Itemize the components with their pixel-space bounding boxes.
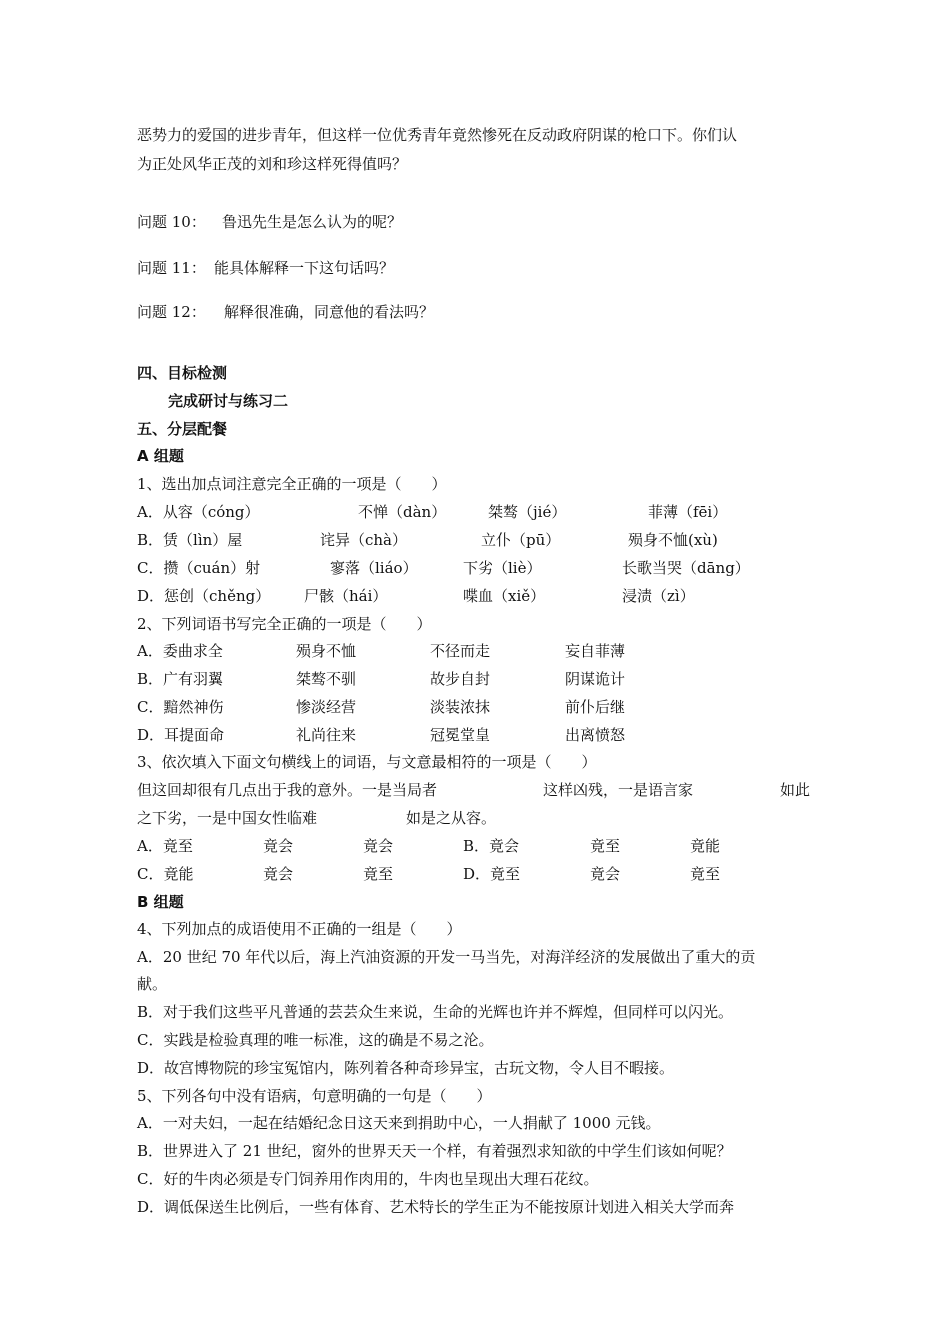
q3-cell: 竟会 bbox=[263, 865, 294, 883]
q2-cell: A．委曲求全 bbox=[137, 642, 223, 660]
q3-stem: 3、依次填入下面文句横线上的词语，与文意最相符的一项是（ ） bbox=[137, 753, 597, 771]
q1-cell: 桀骜（jié） bbox=[488, 503, 567, 521]
q3-passage-part: 如是之从容。 bbox=[406, 809, 497, 827]
q3-cell: 竟至 bbox=[590, 837, 621, 855]
q1-cell: C．攒（cuán）射 bbox=[137, 559, 261, 577]
q5-option-d: D．调低保送生比例后，一些有体育、艺术特长的学生正为不能按原计划进入相关大学而奔 bbox=[137, 1198, 735, 1216]
q3-cell: 竟至 bbox=[363, 865, 394, 883]
q3-cell: C．竟能 bbox=[137, 865, 194, 883]
q2-cell: 桀骜不驯 bbox=[296, 670, 357, 688]
q3-cell: 竟至 bbox=[690, 865, 721, 883]
q2-stem: 2、下列词语书写完全正确的一项是（ ） bbox=[137, 615, 432, 633]
q1-cell: 喋血（xiě） bbox=[463, 587, 546, 605]
q3-cell: B．竟会 bbox=[463, 837, 520, 855]
q3-passage-part: 之下劣，一是中国女性临难 bbox=[137, 809, 318, 827]
q5-stem: 5、下列各句中没有语病，句意明确的一句是（ ） bbox=[137, 1087, 492, 1105]
q5-option-b: B．世界进入了 21 世纪，窗外的世界天天一个样，有着强烈求知欲的中学生们该如何呢？ bbox=[137, 1142, 732, 1160]
q2-cell: 阴谋诡计 bbox=[565, 670, 626, 688]
q4-option-d: D．故宫博物院的珍宝冤馆内，陈列着各种奇珍异宝，古玩文物，令人目不暇接。 bbox=[137, 1059, 675, 1077]
q4-option-c: C．实践是检验真理的唯一标准，这的确是不易之沦。 bbox=[137, 1031, 494, 1049]
q2-cell: 淡装浓抹 bbox=[430, 698, 491, 716]
q4-option-b: B．对于我们这些平凡普通的芸芸众生来说，生命的光辉也许并不辉煌，但同样可以闪光。 bbox=[137, 1003, 734, 1021]
q2-cell: 故步自封 bbox=[430, 670, 491, 688]
group-a-heading: A 组题 bbox=[137, 447, 184, 465]
q2-cell: B．广有羽翼 bbox=[137, 670, 224, 688]
q5-option-c: C．好的牛肉必须是专门饲养用作肉用的，牛肉也呈现出大理石花纹。 bbox=[137, 1170, 599, 1188]
q3-passage-part: 如此 bbox=[780, 781, 811, 799]
q2-cell: 殒身不恤 bbox=[296, 642, 357, 660]
q3-passage-part: 这样凶残，一是语言家 bbox=[543, 781, 694, 799]
q3-passage-part: 但这回却很有几点出于我的意外。一是当局者 bbox=[137, 781, 438, 799]
q2-cell: D．耳提面命 bbox=[137, 726, 225, 744]
question-text: 鲁迅先生是怎么认为的呢？ bbox=[222, 213, 403, 231]
q2-cell: 出离愤怒 bbox=[565, 726, 626, 744]
q1-cell: 立仆（pū） bbox=[481, 531, 561, 549]
q3-cell: 竟能 bbox=[690, 837, 721, 855]
question-text: 能具体解释一下这句话吗？ bbox=[214, 259, 395, 277]
intro-line-1: 恶势力的爱国的进步青年，但这样一位优秀青年竟然惨死在反动政府阴谋的枪口下。你们认 bbox=[137, 126, 738, 144]
q2-cell: 冠冕堂皇 bbox=[430, 726, 491, 744]
question-label: 问题 10： bbox=[137, 213, 206, 231]
q4-option-a-cont: 献。 bbox=[137, 975, 168, 993]
q3-cell: 竟会 bbox=[263, 837, 294, 855]
q1-cell: 尸骸（hái） bbox=[304, 587, 388, 605]
q1-cell: 浸渍（zì） bbox=[622, 587, 695, 605]
q1-cell: B．赁（lìn）屋 bbox=[137, 531, 243, 549]
q4-stem: 4、下列加点的成语使用不正确的一组是（ ） bbox=[137, 920, 462, 938]
q2-cell: C．黯然神伤 bbox=[137, 698, 224, 716]
q3-cell: 竟会 bbox=[590, 865, 621, 883]
group-b-heading: B 组题 bbox=[137, 893, 184, 911]
q2-cell: 不径而走 bbox=[430, 642, 491, 660]
q1-cell: 殒身不恤(xù) bbox=[628, 531, 718, 549]
q1-cell: 菲薄（fēi） bbox=[648, 503, 728, 521]
section-4-sub: 完成研讨与练习二 bbox=[168, 392, 289, 410]
q1-cell: 长歌当哭（dāng） bbox=[622, 559, 750, 577]
section-5-heading: 五、分层配餐 bbox=[137, 420, 228, 438]
q5-option-a: A．一对夫妇，一起在结婚纪念日这天来到捐助中心，一人捐献了 1000 元钱。 bbox=[137, 1114, 661, 1132]
q1-cell: 不惮（dàn） bbox=[358, 503, 447, 521]
question-label: 问题 12： bbox=[137, 303, 206, 321]
intro-line-2: 为正处风华正茂的刘和珍这样死得值吗？ bbox=[137, 155, 408, 173]
q2-cell: 前仆后继 bbox=[565, 698, 626, 716]
q1-cell: A．从容（cóng） bbox=[137, 503, 260, 521]
q2-cell: 妄自菲薄 bbox=[565, 642, 626, 660]
q1-stem: 1、选出加点词注意完全正确的一项是（ ） bbox=[137, 475, 447, 493]
q1-cell: 诧异（chà） bbox=[320, 531, 408, 549]
q1-cell: D．惩创（chěng） bbox=[137, 587, 271, 605]
q3-cell: D．竟至 bbox=[463, 865, 521, 883]
section-4-heading: 四、目标检测 bbox=[137, 364, 228, 382]
question-text: 解释很准确，同意他的看法吗？ bbox=[224, 303, 435, 321]
q2-cell: 惨淡经营 bbox=[296, 698, 357, 716]
q3-cell: 竟会 bbox=[363, 837, 394, 855]
q1-cell: 寥落（liáo） bbox=[330, 559, 418, 577]
question-label: 问题 11： bbox=[137, 259, 206, 277]
q1-cell: 下劣（liè） bbox=[463, 559, 542, 577]
q4-option-a: A．20 世纪 70 年代以后，海上汽油资源的开发一马当先，对海洋经济的发展做出了重大的贡 bbox=[137, 948, 756, 966]
q2-cell: 礼尚往来 bbox=[296, 726, 357, 744]
q3-cell: A．竟至 bbox=[137, 837, 193, 855]
